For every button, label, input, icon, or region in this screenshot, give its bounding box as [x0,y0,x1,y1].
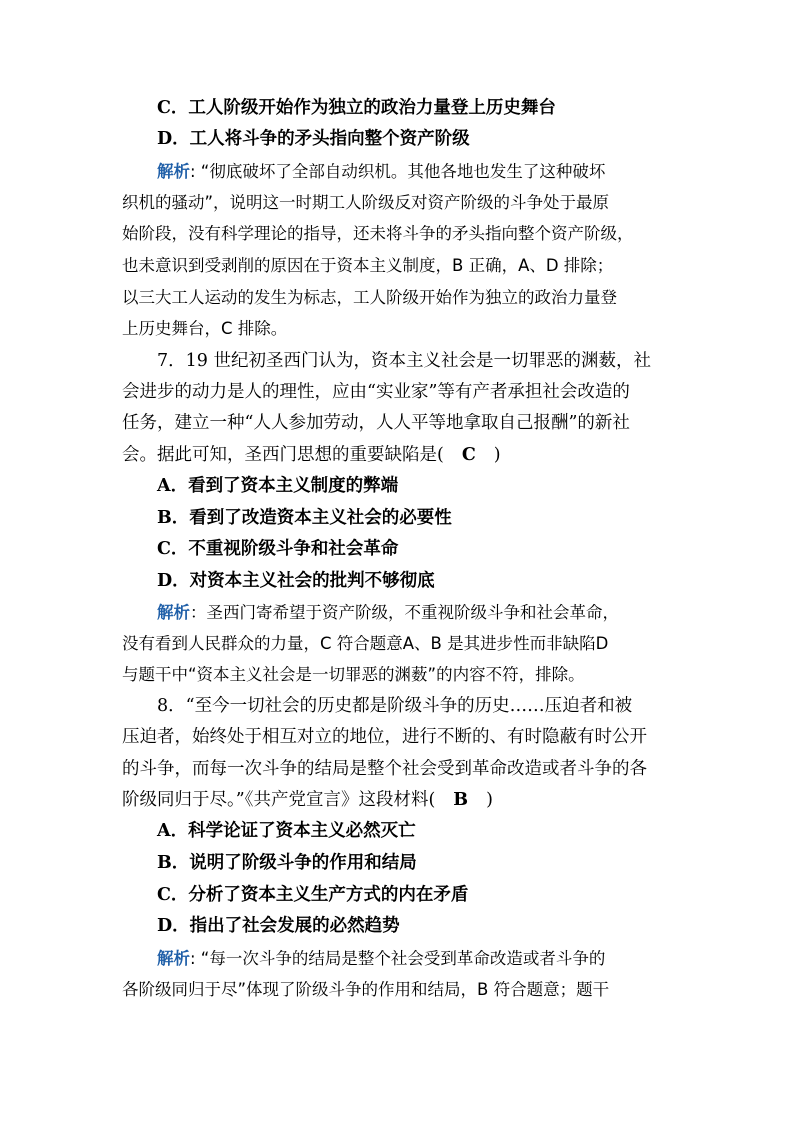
q8-stem-line: 压迫者，始终处于相互对立的地位，进行不断的、有时隐蔽有时公开 [122,727,647,747]
q7-option-d: D．对资本主义社会的批判不够彻底 [157,571,435,591]
analysis-label: 解析 [157,162,190,181]
q7-stem-line: 7．19 世纪初圣西门认为，资本主义社会是一切罪恶的渊薮，社 [157,351,651,371]
q6-option-d: D．工人将斗争的矛头指向整个资产阶级 [157,129,470,149]
q8-stem-line: 8．“至今一切社会的历史都是阶级斗争的历史……压迫者和被 [157,696,633,716]
q8-analysis-line: 解析: “每一次斗争的结局是整个社会受到革命改造或者斗争的 [157,949,606,968]
q8-analysis-line: 各阶级同归于尽”体现了阶级斗争的作用和结局，B 符合题意；题干 [122,980,610,999]
q7-stem-line: 会。据此可知，圣西门思想的重要缺陷是( C ) [122,445,501,465]
q6-analysis-line: 织机的骚动”，说明这一时期工人阶级反对资产阶级的斗争处于最原 [122,193,610,212]
q6-analysis-line: 上历史舞台，C 排除。 [122,319,288,338]
q7-option-b: B．看到了改造资本主义社会的必要性 [157,508,452,528]
q6-analysis-line: 解析: “彻底破坏了全部自动织机。其他各地也发生了这种破坏 [157,162,606,181]
q7-stem-line: 会进步的动力是人的理性，应由“实业家”等有产者承担社会改造的 [122,382,630,402]
q7-option-a: A．看到了资本主义制度的弊端 [157,476,399,496]
q6-analysis-line: 始阶段，没有科学理论的指导，还未将斗争的矛头指向整个资产阶级， [122,224,634,243]
q8-option-b: B．说明了阶级斗争的作用和结局 [157,853,417,873]
q8-stem-line: 阶级同归于尽。”《共产党宣言》这段材料( B ) [122,790,493,810]
q7-analysis-line: 与题干中“资本主义社会是一切罪恶的渊薮”的内容不符，排除。 [122,665,585,684]
q7-stem-line: 任务，建立一种“人人参加劳动，人人平等地拿取自己报酬”的新社 [122,413,630,433]
q7-option-c: C．不重视阶级斗争和社会革命 [157,539,399,559]
q8-stem-line: 的斗争，而每一次斗争的结局是整个社会受到革命改造或者斗争的各 [122,759,647,779]
analysis-label: 解析 [157,949,190,968]
q8-option-c: C．分析了资本主义生产方式的内在矛盾 [157,885,469,905]
q8-option-d: D．指出了社会发展的必然趋势 [157,916,400,936]
q7-analysis-line: 解析：圣西门寄希望于资产阶级，不重视阶级斗争和社会革命， [157,603,619,622]
q7-answer: C [461,445,476,465]
q8-option-a: A．科学论证了资本主义必然灭亡 [157,821,416,841]
q6-analysis-line: 以三大工人运动的发生为标志，工人阶级开始作为独立的政治力量登 [122,288,617,307]
q8-answer: B [453,790,469,810]
q6-option-c: C．工人阶级开始作为独立的政治力量登上历史舞台 [157,98,556,118]
q6-analysis-line: 也未意识到受剥削的原因在于资本主义制度，B 正确，A、D 排除； [122,256,614,275]
analysis-label: 解析 [157,603,190,622]
q7-analysis-line: 没有看到人民群众的力量，C 符合题意A、B 是其进步性而非缺陷D [122,634,609,653]
